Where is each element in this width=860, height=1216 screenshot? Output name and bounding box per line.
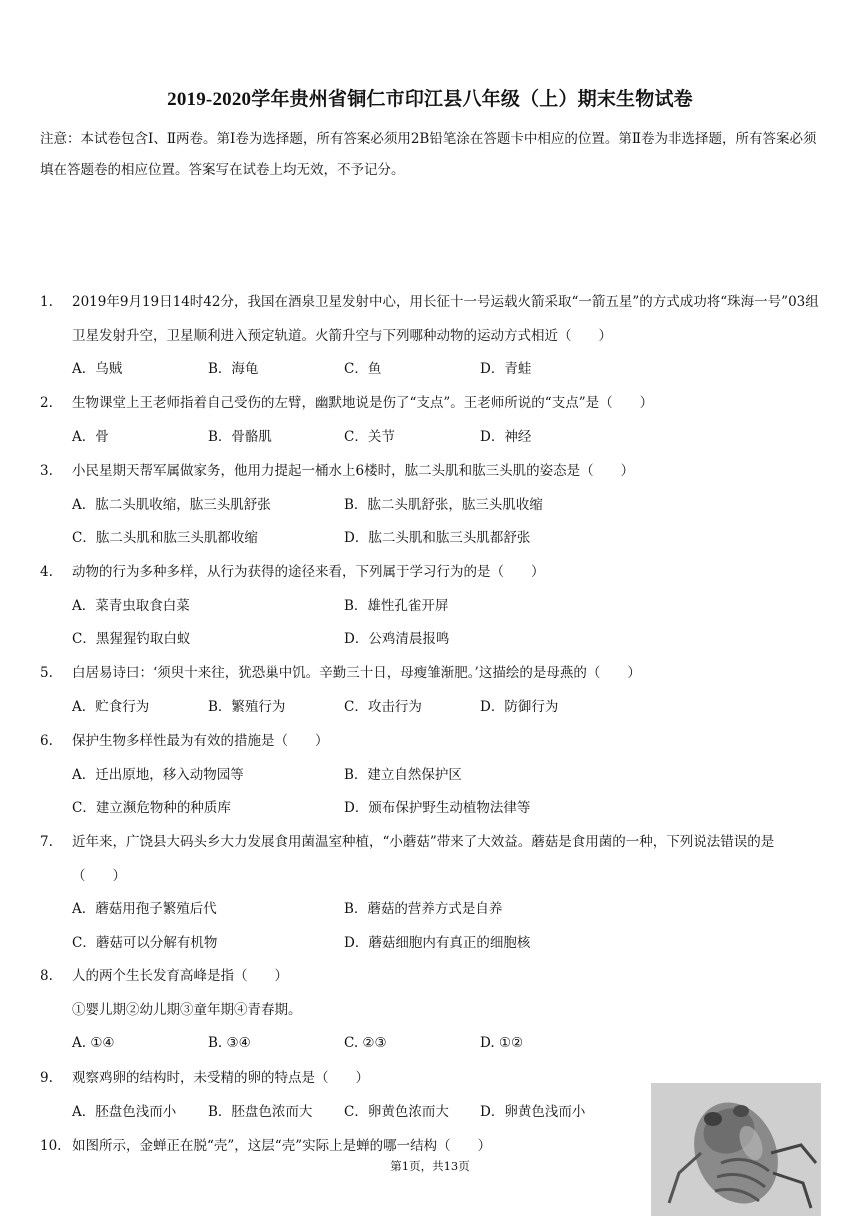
option-d: D．卵黄色浅而小	[480, 1103, 586, 1120]
question-text: 近年来，广饶县大码头乡大力发展食用菌温室种植，“小蘑菇”带来了大效益。蘑菇是食用菌的一种，下列说法错误的是（ ）	[72, 834, 775, 884]
options-row	[72, 623, 820, 657]
option-d: D. ①②	[480, 1035, 524, 1051]
exam-title: 2019-2020学年贵州省铜仁市印江县八年级（上）期末生物试卷	[167, 89, 693, 110]
question-number: 6.	[40, 733, 53, 749]
option-a: A．乌贼	[72, 361, 123, 377]
question-number: 7.	[40, 834, 53, 850]
question-text: 小民星期天帮军属做家务，他用力提起一桶水上6楼时，肱二头肌和肱三头肌的姿态是（ ）	[72, 463, 635, 479]
options-row	[72, 691, 820, 725]
question-text: 动物的行为多种多样，从行为获得的途径来看，下列属于学习行为的是（ ）	[72, 564, 545, 580]
question-number: 1.	[40, 294, 53, 310]
question-number: 5.	[40, 665, 53, 681]
option-d: D．蘑菇细胞内有真正的细胞核	[344, 934, 531, 951]
option-c: C．卵黄色浓而大	[344, 1103, 449, 1120]
option-d: D．公鸡清晨报鸣	[344, 631, 450, 647]
question-text: 如图所示，金蝉正在脱“壳”，这层“壳”实际上是蝉的哪一结构（ ）	[72, 1138, 492, 1154]
option-c: C．肱二头肌和肱三头肌都收缩	[72, 530, 258, 546]
options-row	[72, 489, 820, 523]
options-row	[72, 353, 820, 387]
question-number: 2.	[40, 395, 53, 411]
question-text: 观察鸡卵的结构时，未受精的卵的特点是（ ）	[72, 1070, 369, 1086]
option-d: D．颁布保护野生动植物法律等	[344, 800, 531, 816]
option-b: B．肱二头肌舒张，肱三头肌收缩	[344, 496, 543, 513]
option-a: A. ①④	[72, 1035, 115, 1051]
question-text: 2019年9月19日14时42分，我国在酒泉卫星发射中心，用长征十一号运载火箭采取“一箭五星”的方式成功将“珠海一号”03组卫星发射升空，卫星顺利进入预定轨道。火箭升空与下列哪种动物的运动方式相近（ ）	[72, 294, 819, 344]
option-c: C．黑猩猩钓取白蚁	[72, 631, 191, 647]
option-c: C．建立濒危物种的种质库	[72, 800, 231, 816]
option-b: B．胚盘色浓而大	[208, 1103, 313, 1120]
options-row	[72, 421, 820, 455]
option-b: B．雄性孔雀开屏	[344, 597, 449, 614]
options-row	[72, 590, 820, 624]
option-c: C．鱼	[344, 361, 382, 377]
option-c: C．攻击行为	[344, 698, 422, 715]
question-extra-text: ①婴儿期②幼儿期③童年期④青春期。	[72, 1001, 302, 1018]
question-6	[40, 725, 820, 826]
question-2	[40, 387, 820, 454]
option-c: C. ②③	[344, 1035, 387, 1051]
cicada-icon	[651, 1083, 821, 1216]
cicada-molting-photo	[651, 1083, 821, 1216]
option-b: B．海龟	[208, 361, 259, 377]
question-number: 9.	[40, 1070, 53, 1086]
options-row	[72, 792, 820, 826]
option-a: A．肱二头肌收缩，肱三头肌舒张	[72, 496, 271, 513]
option-c: C．蘑菇可以分解有机物	[72, 934, 218, 951]
question-text: 保护生物多样性最为有效的措施是（ ）	[72, 733, 329, 749]
question-number: 8.	[40, 968, 53, 984]
option-a: A．菜青虫取食白菜	[72, 597, 190, 614]
option-a: A．胚盘色浅而小	[72, 1103, 177, 1120]
question-5	[40, 657, 820, 724]
option-d: D．防御行为	[480, 698, 559, 715]
question-1	[40, 286, 820, 387]
question-7	[40, 826, 820, 960]
options-row	[72, 1027, 820, 1061]
exam-notice: 注意：本试卷包含Ⅰ、Ⅱ两卷。第Ⅰ卷为选择题，所有答案必须用2B铅笔涂在答题卡中相应的位置。第Ⅱ卷为非选择题，所有答案必须填在答题卷的相应位置。答案写在试卷上均无效，不予记分。	[40, 131, 817, 178]
question-text: 白居易诗曰：‘须臾十来往，犹恐巢中饥。辛勤三十日，母瘦雏渐肥。’这描绘的是母燕的（ ）	[72, 665, 641, 681]
option-d: D．神经	[480, 428, 532, 445]
page-footer: 第1页，共13页	[390, 1159, 470, 1173]
question-3	[40, 455, 820, 556]
option-b: B．繁殖行为	[208, 698, 286, 715]
options-row	[72, 893, 820, 927]
option-d: D．青蛙	[480, 361, 532, 377]
option-d: D．肱二头肌和肱三头肌都舒张	[344, 530, 531, 546]
options-row	[72, 927, 820, 961]
option-a: A．骨	[72, 428, 109, 445]
option-b: B．建立自然保护区	[344, 766, 462, 783]
option-b: B．骨骼肌	[208, 428, 272, 445]
question-8	[40, 960, 820, 1061]
option-b: B. ③④	[208, 1035, 251, 1051]
question-4	[40, 556, 820, 657]
option-b: B．蘑菇的营养方式是自养	[344, 901, 503, 917]
option-a: A．迁出原地，移入动物园等	[72, 766, 244, 783]
question-text: 生物课堂上王老师指着自己受伤的左臂，幽默地说是伤了“支点”。王老师所说的“支点”是（ ）	[72, 395, 654, 411]
options-row	[72, 759, 820, 793]
question-number: 4.	[40, 564, 53, 580]
options-row	[72, 522, 820, 556]
question-text: 人的两个生长发育高峰是指（ ）	[72, 968, 288, 984]
option-a: A．蘑菇用孢子繁殖后代	[72, 901, 217, 917]
option-c: C．关节	[344, 428, 395, 445]
question-number: 3.	[40, 463, 53, 479]
option-a: A．贮食行为	[72, 698, 150, 715]
question-number: 10.	[40, 1138, 62, 1154]
